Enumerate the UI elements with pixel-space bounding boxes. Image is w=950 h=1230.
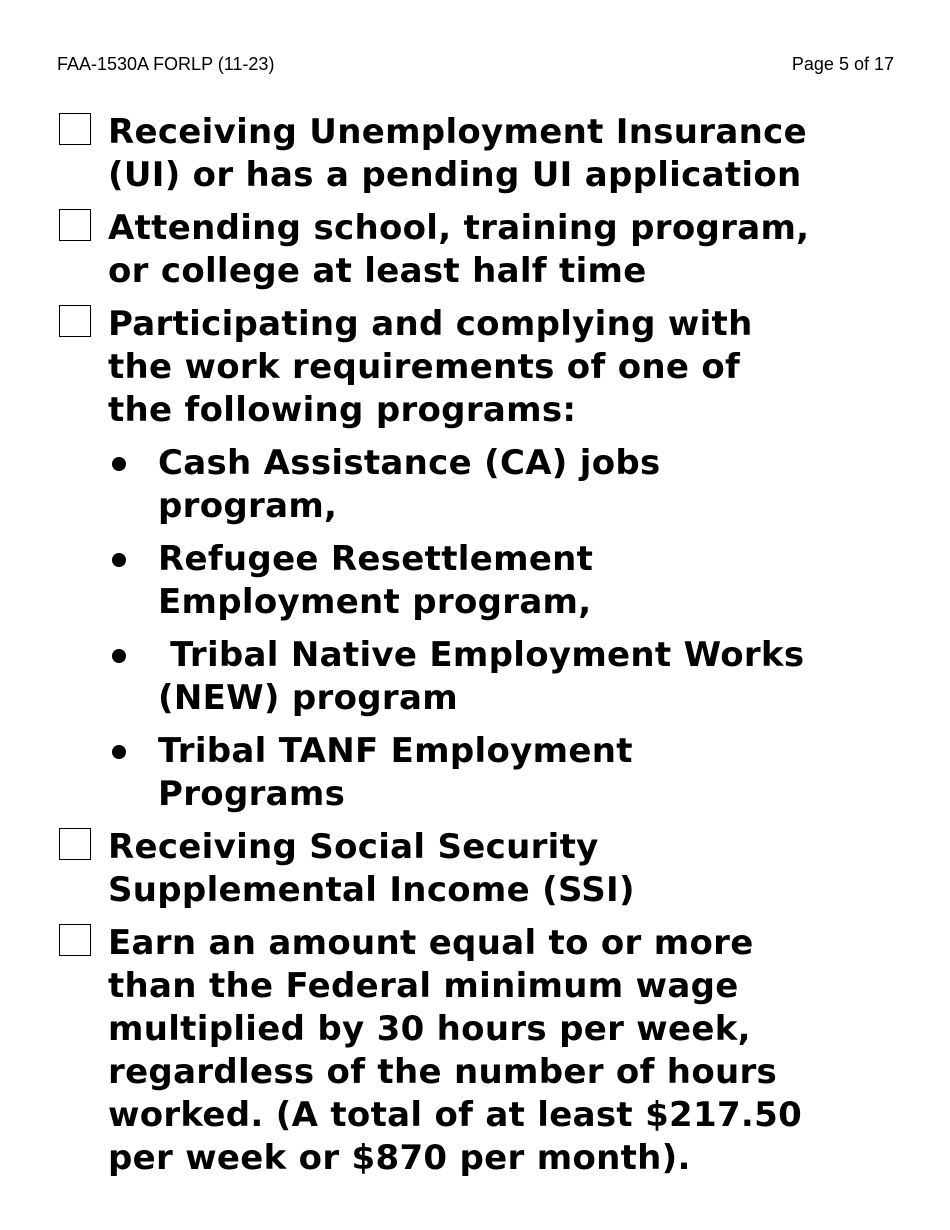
- page-number: Page 5 of 17: [791, 54, 894, 74]
- program-text: Tribal TANF Employment: [158, 731, 633, 771]
- option-label: [108, 922, 802, 1180]
- bullet-icon: [112, 745, 126, 759]
- option-work-requirements: [59, 303, 930, 432]
- bullet-icon: [112, 649, 126, 663]
- program-label: [158, 538, 593, 624]
- program-label: [158, 634, 804, 720]
- program-label: [158, 442, 661, 528]
- checkbox-work-requirements[interactable]: [59, 305, 91, 337]
- program-text: Cash Assistance (CA) jobs: [158, 443, 661, 483]
- option-text: per week or $870 per month).: [108, 1138, 691, 1178]
- option-text: Receiving Social Security: [108, 827, 599, 867]
- option-text: or college at least half time: [108, 251, 647, 291]
- option-text: Participating and complying with: [108, 304, 753, 344]
- option-attending-school: [59, 207, 930, 293]
- checkbox-attending-school[interactable]: [59, 209, 91, 241]
- program-text: program,: [158, 486, 338, 526]
- checkbox-ssi[interactable]: [59, 828, 91, 860]
- option-text: regardless of the number of hours: [108, 1052, 778, 1092]
- program-tribal-new: [112, 634, 930, 720]
- option-label: [108, 111, 807, 197]
- option-unemployment-insurance: [59, 111, 930, 197]
- option-text: multiplied by 30 hours per week,: [108, 1009, 751, 1049]
- bullet-icon: [112, 553, 126, 567]
- option-text: Receiving Unemployment Insurance: [108, 112, 807, 152]
- form-id: FAA-1530A FORLP (11-23): [57, 54, 275, 74]
- option-text: Earn an amount equal to or more: [108, 923, 754, 963]
- option-label: [108, 303, 753, 432]
- option-minimum-wage-earnings: [59, 922, 930, 1180]
- program-text: Tribal Native Employment Works: [158, 635, 805, 675]
- option-text: worked. (A total of at least $217.50: [108, 1095, 803, 1135]
- option-label: [108, 207, 809, 293]
- program-text: Refugee Resettlement: [158, 539, 594, 579]
- option-text: Supplemental Income (SSI): [108, 870, 635, 910]
- program-cash-assistance: [112, 442, 930, 528]
- checkbox-minimum-wage-earnings[interactable]: [59, 924, 91, 956]
- checkbox-unemployment-insurance[interactable]: [59, 113, 91, 145]
- program-text: Programs: [158, 774, 346, 814]
- option-text: (UI) or has a pending UI application: [108, 155, 802, 195]
- program-label: [158, 730, 633, 816]
- option-text: Attending school, training program,: [108, 208, 810, 248]
- bullet-icon: [112, 457, 126, 471]
- program-text: (NEW) program: [158, 678, 458, 718]
- program-text: Employment program,: [158, 582, 592, 622]
- option-text: the following programs:: [108, 390, 577, 430]
- option-ssi: [59, 826, 930, 912]
- program-tribal-tanf: [112, 730, 930, 816]
- option-text: the work requirements of one of: [108, 347, 741, 387]
- program-refugee-resettlement: [112, 538, 930, 624]
- option-text: than the Federal minimum wage: [108, 966, 739, 1006]
- option-label: [108, 826, 635, 912]
